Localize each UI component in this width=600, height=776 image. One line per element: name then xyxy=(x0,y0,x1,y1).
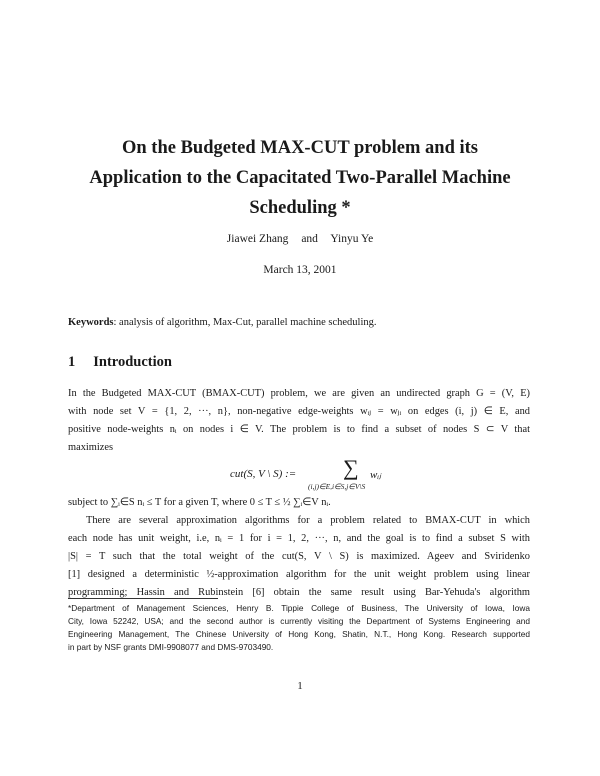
text-line: maximizes xyxy=(68,442,114,453)
authors xyxy=(0,233,600,245)
paper-title xyxy=(60,133,540,223)
footnote-line: City, Iowa 52242, USA; and the second author is currently visiting the Department of Systems Engineering and xyxy=(68,616,530,626)
footnote-line: *Department of Management Sciences, Henry B. Tippie College of Business, The University of Iowa, Iowa xyxy=(68,603,530,613)
paragraph-2 xyxy=(68,512,530,602)
text-line: subject to ∑ᵢ∈S nᵢ ≤ T for a given T, where 0 ≤ T ≤ ½ ∑ᵢ∈V nᵢ. xyxy=(68,497,331,508)
formula-term: wᵢⱼ xyxy=(370,469,381,481)
footnote-line: Engineering Management, The Chinese University of Hong Kong, Shatin, N.T., Hong Kong. Research supported xyxy=(68,629,530,639)
constraint-line xyxy=(68,494,530,512)
sum-subscript: (i,j)∈E,i∈S,j∈V\S xyxy=(308,482,366,491)
section-title: Introduction xyxy=(93,354,172,370)
text-line: positive node-weights nᵢ on nodes i ∈ V. The problem is to find a subset of nodes S ⊂ V that xyxy=(68,424,530,435)
keywords-label: Keywords xyxy=(68,317,114,328)
title-line: Scheduling * xyxy=(249,198,351,218)
paragraph-1 xyxy=(68,385,530,457)
keywords-text: : analysis of algorithm, Max-Cut, parallel machine scheduling. xyxy=(113,317,377,328)
display-formula xyxy=(230,455,480,493)
footnote-line: in part by NSF grants DMI-9908077 and DMS-9703490. xyxy=(68,642,274,652)
text-line: In the Budgeted MAX-CUT (BMAX-CUT) problem, we are given an undirected graph G = (V, E) xyxy=(68,388,530,399)
text-line: programming; Hassin and Rubinstein [6] obtain the same result using Bar-Yehuda's algorithm xyxy=(68,587,530,598)
section-number: 1 xyxy=(68,354,76,370)
formula-lhs: cut(S, V \ S) := xyxy=(230,468,297,480)
text-line: with node set V = {1, 2, ···, n}, non-negative edge-weights wᵢⱼ = wⱼᵢ on edges (i, j) ∈ E, and xyxy=(68,406,530,417)
section-heading xyxy=(68,354,172,371)
page-number: 1 xyxy=(297,680,303,692)
author-name: Yinyu Ye xyxy=(330,233,374,245)
paper-date: March 13, 2001 xyxy=(263,264,337,276)
keywords xyxy=(68,317,538,328)
text-line: There are several approximation algorithms for a problem related to BMAX-CUT in which xyxy=(86,515,530,526)
title-line: On the Budgeted MAX-CUT problem and its xyxy=(122,138,478,158)
footnote xyxy=(68,602,530,654)
author-name: Jiawei Zhang xyxy=(226,233,289,245)
title-line: Application to the Capacitated Two-Parallel Machine xyxy=(89,168,511,188)
author-separator: and xyxy=(301,233,318,245)
footnote-rule xyxy=(68,598,218,599)
text-line: |S| = T such that the total weight of the cut(S, V \ S) is maximized. Ageev and Sviridenko xyxy=(68,551,530,562)
sum-symbol: ∑ xyxy=(343,455,359,480)
text-line: [1] designed a deterministic ½-approximation algorithm for the unit weight problem using linear xyxy=(68,569,530,580)
text-line: each node has unit weight, i.e, nᵢ = 1 for i = 1, 2, ···, n, and the goal is to find a subset S with xyxy=(68,533,530,544)
